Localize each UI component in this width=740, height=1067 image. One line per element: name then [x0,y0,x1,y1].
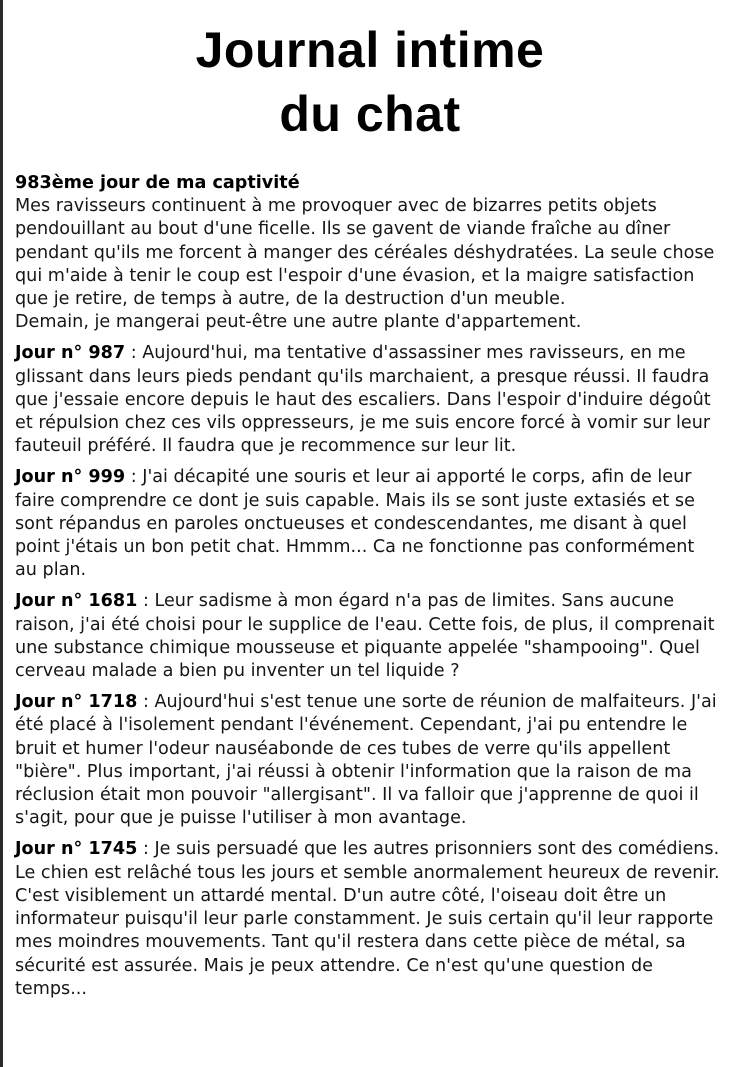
entry-line: sécurité est assurée. Mais je peux attendre. Ce n'est qu'une question de [15,955,653,976]
entry-first-line [15,691,733,714]
entry-line: Le chien est relâché tous les jours et semble anormalement heureux de revenir. [15,862,720,883]
entry-heading: Jour n° 1681 [15,591,138,612]
entry-line: mes moindres mouvements. Tant qu'il restera dans cette pièce de métal, sa [15,932,686,953]
entry-line: informateur puisqu'il leur parle constamment. Je suis certain qu'il leur rapporte [15,909,714,930]
journal-entry [15,691,733,830]
entry-line: sont répandus en paroles onctueuses et condescendantes, me disant à quel [15,513,687,534]
left-border [0,0,3,1067]
entry-line: que j'essaie encore depuis le haut des escaliers. Dans l'espoir d'induire dégoût [15,389,711,410]
entry-first-line [15,838,733,861]
entry-line: Demain, je mangerai peut-être une autre plante d'appartement. [15,312,582,333]
title-line-2: du chat [279,86,461,142]
entry-line: temps... [15,978,87,999]
entry-first-line [15,342,733,365]
entry-line: C'est visiblement un attardé mental. D'un autre côté, l'oiseau doit être un [15,885,667,906]
entry-line: pendant qu'ils me forcent à manger des céréales déshydratées. La seule chose [15,242,715,263]
entry-heading: Jour n° 987 [15,343,126,364]
entry-line: une substance chimique mousseuse et piquante appelée "shampooing". Quel [15,637,700,658]
entry-heading: 983ème jour de ma captivité [15,173,300,193]
journal-entry [15,172,733,334]
title-line-1: Journal intime [195,22,545,78]
entry-line: pendouillant au bout d'une ficelle. Ils se gavent de viande fraîche au dîner [15,219,671,240]
entry-line: cerveau malade a bien pu inventer un tel liquide ? [15,661,460,682]
entry-first-line [15,466,733,489]
journal-entry [15,466,733,582]
entry-line: point j'étais un bon petit chat. Hmmm... Ca ne fonctionne pas conformément [15,537,695,558]
entry-line: "bière". Plus important, j'ai réussi à obtenir l'information que la raison de ma [15,761,692,782]
entry-line: bruit et humer l'odeur nauséabonde de ces tubes de verre qu'ils appellent [15,738,671,759]
entry-line: raison, j'ai été choisi pour le supplice de l'eau. Cette fois, de plus, il comprenait [15,614,715,635]
entry-first-text: : Aujourd'hui, ma tentative d'assassiner mes ravisseurs, en me [125,343,686,364]
entry-line: faire comprendre ce dont je suis capable. Mais ils se sont juste extasiés et se [15,490,695,511]
entry-first-text: : J'ai décapité une souris et leur ai apporté le corps, afin de leur [125,467,692,488]
entry-heading: Jour n° 999 [15,467,126,488]
journal-entry [15,590,733,683]
entry-line: que je retire, de temps à autre, de la destruction d'un meuble. [15,289,566,310]
entry-line: fauteuil préféré. Il faudra que je recommence sur leur lit. [15,436,517,457]
entry-first-text: : Leur sadisme à mon égard n'a pas de limites. Sans aucune [137,591,675,612]
entry-line: s'agit, pour que je puisse l'utiliser à mon avantage. [15,808,467,829]
journal-entry [15,342,733,458]
entry-line: Mes ravisseurs continuent à me provoquer avec de bizarres petits objets [15,196,657,217]
entry-heading: Jour n° 1718 [15,692,138,713]
entry-line: été placé à l'isolement pendant l'événement. Cependant, j'ai pu entendre le [15,715,688,736]
entry-first-text: : Je suis persuadé que les autres prisonniers sont des comédiens. [137,839,720,860]
journal-content [15,172,733,1009]
entry-line: au plan. [15,560,87,581]
journal-entry [15,838,733,1000]
entry-line: réclusion était mon pouvoir "allergisant". Il va falloir que j'apprenne de quoi il [15,785,699,806]
entry-first-text: : Aujourd'hui s'est tenue une sorte de réunion de malfaiteurs. J'ai [137,692,717,713]
entry-line: glissant dans leurs pieds pendant qu'ils marchaient, a presque réussi. Il faudra [15,366,710,387]
entry-line: qui m'aide à tenir le coup est l'espoir d'une évasion, et la maigre satisfaction [15,265,695,286]
entry-heading: Jour n° 1745 [15,839,138,860]
page-title [0,18,740,146]
entry-first-line [15,590,733,613]
entry-line: et répulsion chez ces vils oppresseurs, je me suis encore forcé à vomir sur leur [15,413,711,434]
